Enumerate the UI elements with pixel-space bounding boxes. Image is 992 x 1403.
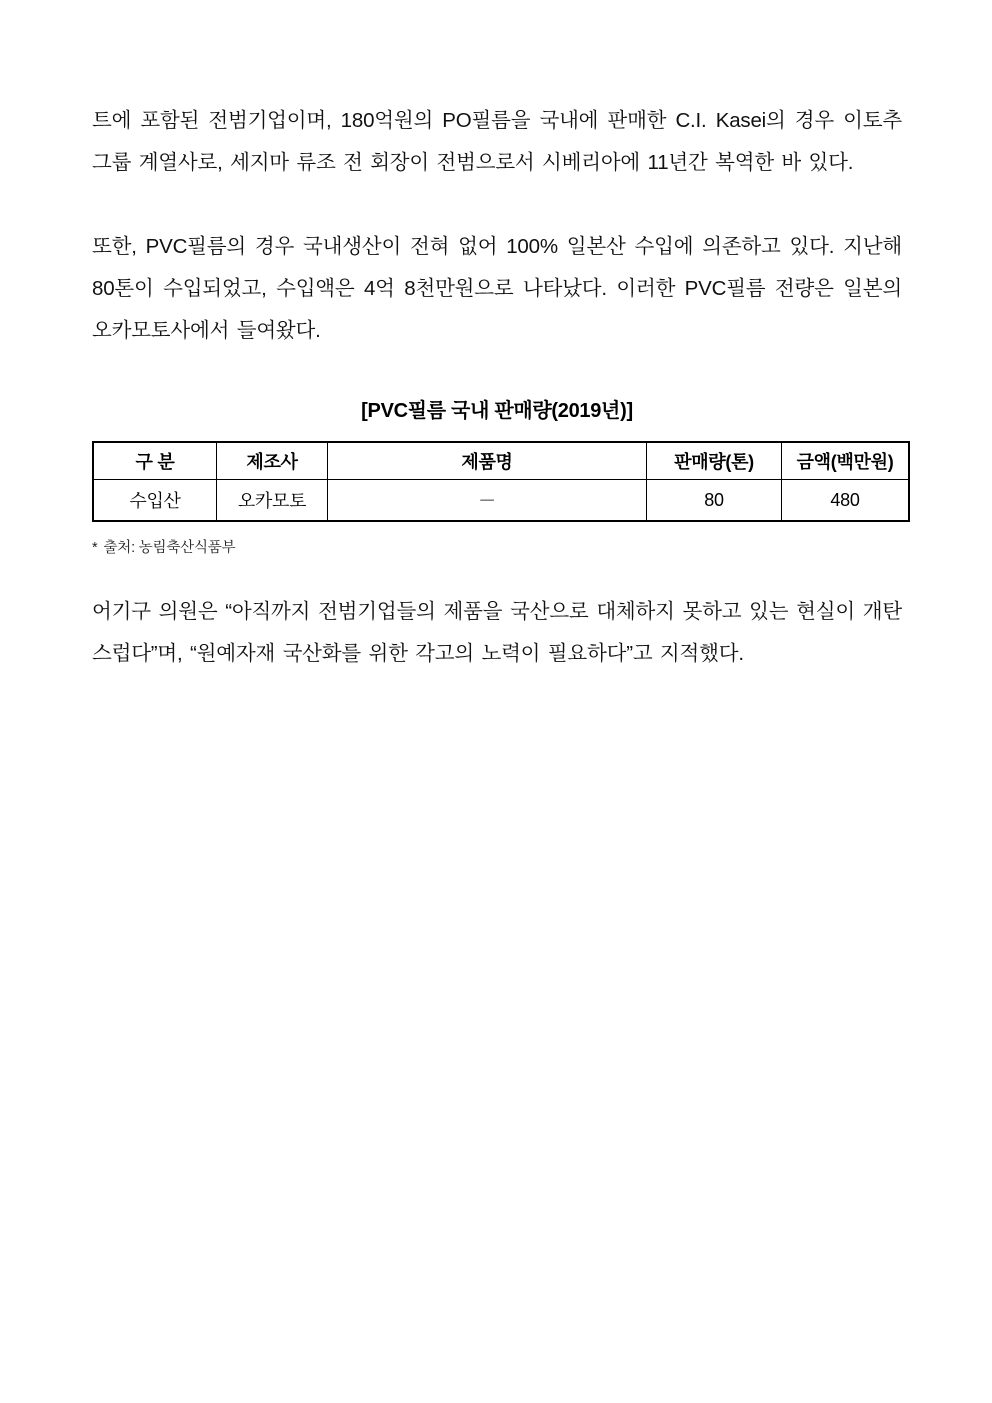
table-header-cell-manufacturer: 제조사 bbox=[217, 442, 328, 480]
table-cell-amount: 480 bbox=[782, 480, 910, 522]
document-body bbox=[92, 100, 902, 675]
table-header-cell-volume: 판매량(톤) bbox=[647, 442, 782, 480]
paragraph-1: 트에 포함된 전범기업이며, 180억원의 PO필름을 국내에 판매한 C.I. Kasei의 경우 이토추그룹 계열사로, 세지마 류조 전 회장이 전범으로서 시베리아에 11년간 복역한 바 있다. bbox=[92, 109, 902, 174]
table-cell-product: － bbox=[328, 480, 647, 522]
table-header-cell-product: 제품명 bbox=[328, 442, 647, 480]
paragraph-3: 어기구 의원은 “아직까지 전범기업들의 제품을 국산으로 대체하지 못하고 있는 현실이 개탄스럽다”며, “원예자재 국산화를 위한 각고의 노력이 필요하다”고 지적했다. bbox=[92, 600, 902, 665]
paragraph-2: 또한, PVC필름의 경우 국내생산이 전혀 없어 100% 일본산 수입에 의존하고 있다. 지난해 80톤이 수입되었고, 수입액은 4억 8천만원으로 나타났다. 이러한 PVC필름 전량은 일본의 오카모토사에서 들여왔다. bbox=[92, 235, 902, 342]
source-star-marker: * bbox=[92, 540, 98, 556]
table-cell-volume: 80 bbox=[647, 480, 782, 522]
table-bottom-spacer bbox=[92, 557, 902, 591]
table-source-note bbox=[92, 536, 902, 557]
paragraph-spacer-1 bbox=[92, 184, 902, 226]
table-body bbox=[93, 480, 909, 522]
source-text: 출처: 농림축산식품부 bbox=[103, 540, 236, 556]
table-row bbox=[93, 480, 909, 522]
pvc-sales-table bbox=[92, 441, 910, 522]
table-container bbox=[92, 441, 902, 522]
table-header bbox=[93, 442, 909, 480]
table-header-cell-division: 구 분 bbox=[93, 442, 217, 480]
paragraph-spacer-2 bbox=[92, 352, 902, 394]
table-cell-manufacturer: 오카모토 bbox=[217, 480, 328, 522]
table-title: [PVC필름 국내 판매량(2019년)] bbox=[361, 400, 633, 422]
table-header-cell-amount: 금액(백만원) bbox=[782, 442, 910, 480]
table-header-row bbox=[93, 442, 909, 480]
table-cell-division: 수입산 bbox=[93, 480, 217, 522]
